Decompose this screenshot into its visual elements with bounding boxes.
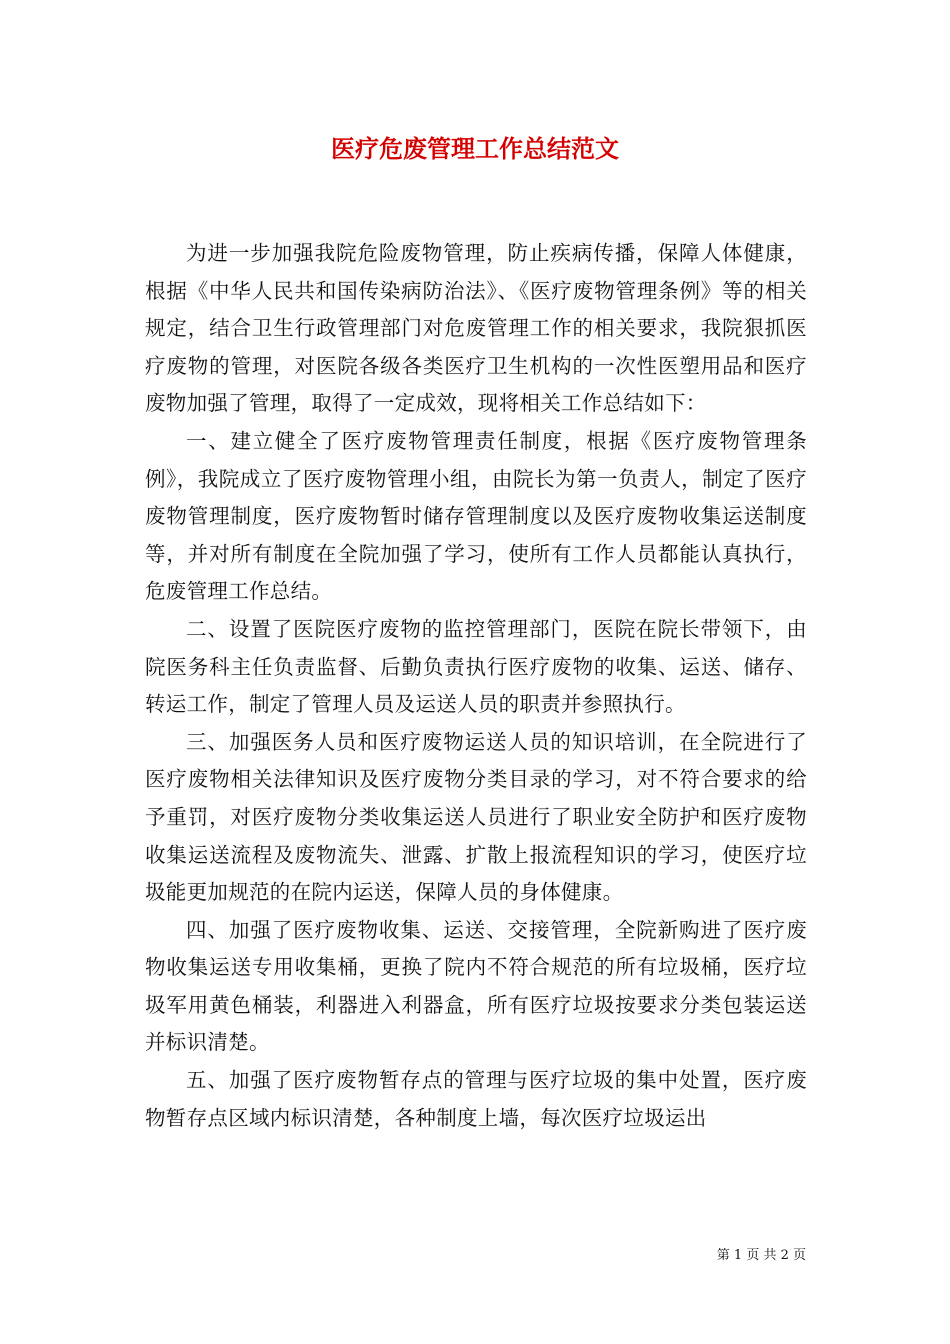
paragraph-intro: 为进一步加强我院危险废物管理，防止疾病传播，保障人体健康，根据《中华人民共和国传染病防治法》、《医疗废物管理条例》等的相关规定，结合卫生行政管理部门对危废管理工作的相关要求，我院狠抓医疗废物的管理，对医院各级各类医疗卫生机构的一次性医塑用品和医疗废物加强了管理，取得了一定成效，现将相关工作总结如下： [145, 241, 807, 416]
paragraph-section-2: 二、设置了医院医疗废物的监控管理部门，医院在院长带领下，由院医务科主任负责监督、后勤负责执行医疗废物的收集、运送、储存、转运工作，制定了管理人员及运送人员的职责并参照执行。 [145, 616, 807, 717]
page-number-footer: 第 1 页 共 2 页 [716, 1248, 806, 1263]
paragraph-section-3: 三、加强医务人员和医疗废物运送人员的知识培训，在全院进行了医疗废物相关法律知识及医疗废物分类目录的学习，对不符合要求的给予重罚，对医疗废物分类收集运送人员进行了职业安全防护和医疗废物收集运送流程及废物流失、泄露、扩散上报流程知识的学习，使医疗垃圾能更加规范的在院内运送，保障人员的身体健康。 [145, 729, 807, 905]
paragraph-section-1: 一、建立健全了医疗废物管理责任制度，根据《医疗废物管理条例》，我院成立了医疗废物管理小组，由院长为第一负责人，制定了医疗废物管理制度，医疗废物暂时储存管理制度以及医疗废物收集运送制度等，并对所有制度在全院加强了学习，使所有工作人员都能认真执行，危废管理工作总结。 [145, 428, 807, 604]
paragraph-section-4: 四、加强了医疗废物收集、运送、交接管理，全院新购进了医疗废物收集运送专用收集桶，更换了院内不符合规范的所有垃圾桶，医疗垃圾军用黄色桶装，利器进入利器盒，所有医疗垃圾按要求分类包装运送并标识清楚。 [145, 917, 807, 1055]
document-title: 医疗危废管理工作总结范文 [331, 134, 619, 163]
document-body [145, 235, 807, 1137]
paragraph-section-5: 五、加强了医疗废物暂存点的管理与医疗垃圾的集中处置，医疗废物暂存点区域内标识清楚，各种制度上墙，每次医疗垃圾运出 [145, 1068, 807, 1130]
